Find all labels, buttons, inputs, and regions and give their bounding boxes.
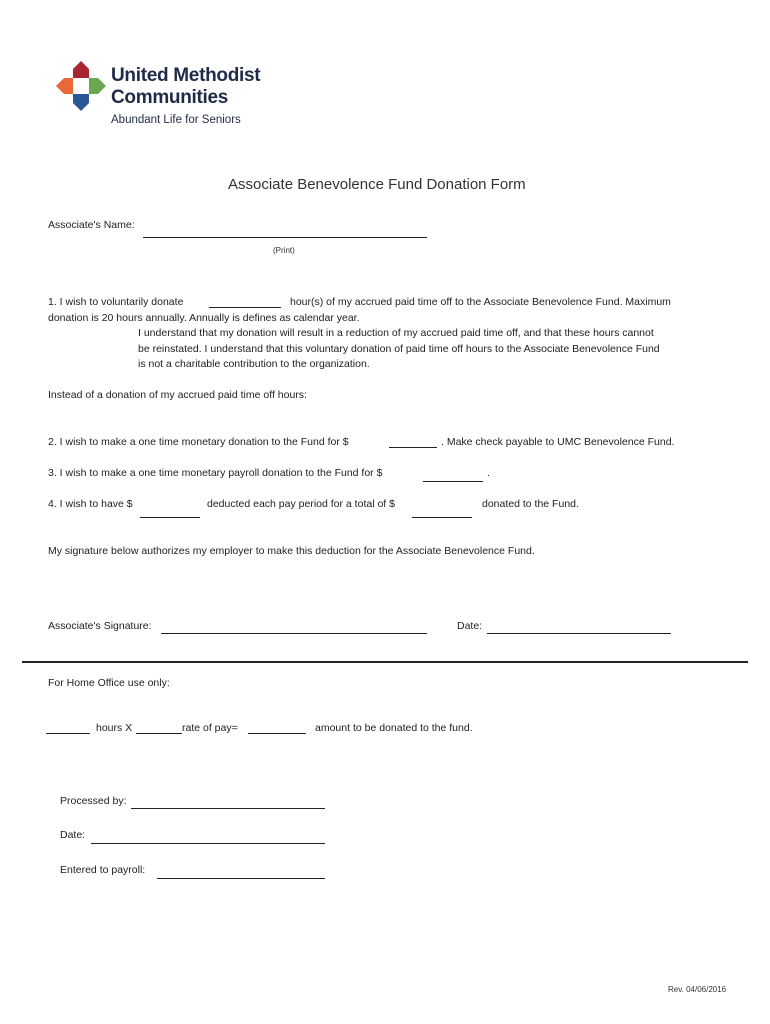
logo-top-shape: [73, 61, 89, 78]
name-field[interactable]: [143, 237, 427, 238]
donate-hours-field[interactable]: [209, 307, 281, 308]
processed-by-field[interactable]: [131, 808, 325, 809]
onetime-donation-field[interactable]: [389, 447, 437, 448]
item3-part-b: .: [487, 467, 490, 479]
rate-of-pay-label: rate of pay=: [182, 722, 238, 734]
office-heading: For Home Office use only:: [48, 677, 170, 689]
signature-field[interactable]: [161, 633, 427, 634]
item2-part-b: . Make check payable to UMC Benevolence Fund.: [441, 436, 675, 448]
revision-date: Rev. 04/06/2016: [668, 985, 727, 994]
item1-line2: donation is 20 hours annually. Annually is defines as calendar year.: [48, 312, 360, 324]
item4-part-c: donated to the Fund.: [482, 498, 579, 510]
date-field[interactable]: [487, 633, 671, 634]
hours-x-label: hours X: [96, 722, 133, 734]
item1-part-a: 1. I wish to voluntarily donate: [48, 296, 184, 308]
logo-bottom-shape: [73, 94, 89, 111]
office-rate-field[interactable]: [136, 733, 182, 734]
item1-part-b: hour(s) of my accrued paid time off to the Associate Benevolence Fund. Maximum: [290, 296, 671, 308]
office-divider: [22, 661, 748, 663]
amount-text: amount to be donated to the fund.: [315, 722, 473, 734]
entered-payroll-label: Entered to payroll:: [60, 864, 146, 876]
entered-payroll-field[interactable]: [157, 878, 325, 879]
logo-line1: United Methodist: [111, 65, 261, 86]
logo-line2: Communities: [111, 87, 229, 108]
item1-line4: be reinstated. I understand that this voluntary donation of paid time off hours to the Associate Benevolence Fund: [138, 343, 660, 355]
per-period-amount-field[interactable]: [140, 517, 200, 518]
item2-part-a: 2. I wish to make a one time monetary donation to the Fund for $: [48, 436, 349, 448]
payroll-donation-field[interactable]: [423, 481, 483, 482]
office-hours-field[interactable]: [46, 733, 90, 734]
item4-part-b: deducted each pay period for a total of $: [207, 498, 395, 510]
logo-left-shape: [56, 78, 73, 94]
logo-right-shape: [89, 78, 106, 94]
item1-line3: I understand that my donation will result in a reduction of my accrued paid time off, and that these hours cannot: [138, 327, 654, 339]
print-note: (Print): [273, 246, 295, 255]
signature-label: Associate's Signature:: [48, 620, 152, 632]
total-amount-field[interactable]: [412, 517, 472, 518]
name-label: Associate's Name:: [48, 219, 135, 231]
office-date-field[interactable]: [91, 843, 325, 844]
umc-logo-icon: [56, 61, 106, 111]
instead-text: Instead of a donation of my accrued paid time off hours:: [48, 389, 307, 401]
item1-line5: is not a charitable contribution to the organization.: [138, 358, 370, 370]
item3-part-a: 3. I wish to make a one time monetary payroll donation to the Fund for $: [48, 467, 383, 479]
item4-part-a: 4. I wish to have $: [48, 498, 133, 510]
date-label: Date:: [457, 620, 483, 632]
form-title: Associate Benevolence Fund Donation Form: [228, 176, 526, 193]
office-amount-field[interactable]: [248, 733, 306, 734]
authorization-text: My signature below authorizes my employer to make this deduction for the Associate Benevolence Fund.: [48, 545, 535, 557]
processed-by-label: Processed by:: [60, 795, 127, 807]
logo-tagline: Abundant Life for Seniors: [111, 114, 241, 126]
office-date-label: Date:: [60, 829, 86, 841]
